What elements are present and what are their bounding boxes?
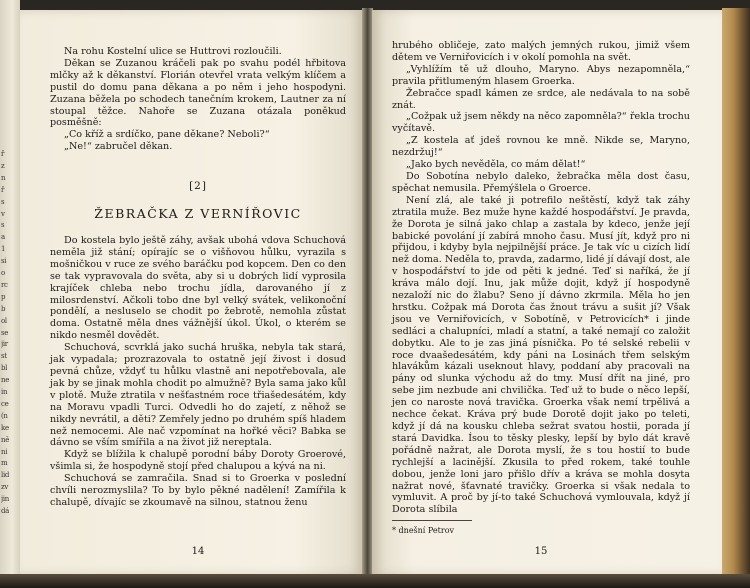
right-page-text (392, 40, 690, 516)
chapter-title: ŽEBRAČKA Z VERNÍŘOVIC (94, 206, 302, 221)
previous-page-edge (0, 0, 20, 588)
paragraph: Schuchová, scvrklá jako suchá hruška, nebyla tak stará, jak vypadala; prozrazovala to ostatně její živost i dosud pevná chůze, vždyť tu hůlku vlastně ani nepotřebovala, ale jak by se jinak mohla chodit po almužně? Byla sama jako kůl v plotě. Muže ztratila v nešťastném roce třiašedesátém, kdy na Moravu vpadli Turci. Odvedli ho do zajetí, z něhož se nikdy nevrátil, a děti? Zemřely jedno po druhém spíš hladem než nemocemi. Ale nač vzpomínat na hořké věci? Babka se dávno se vším smířila a na život již nereptala. (50, 342, 346, 449)
edge-text-fragment: (n (1, 411, 8, 420)
edge-text-fragment: bl (1, 364, 8, 373)
paragraph: Není zlá, ale také ji potrefilo neštěstí, když tak záhy ztratila muže. Bez muže hyne každé hospodářství. Je pravda, že Dorota je silná jako chlap a zastala by kdeco, jenže její babické povolání jí zabírá mnoho času. Musí jít, když pro ni přijdou, i kdyby byla nejpilnější práce. Je tak víc u cizích lidí než doma. Neděla to, pravda, zadarmo, lidé jí dávají dost, ale v hospodářství to jde od pěti k jedné. Teď si naříká, že jí kráva málo dojí. Inu, jak může dojit, když jí hospodyně nezaloží nic do žlabu? Seno jí dávno zkrmila. Měla ho jen hrstku. Cožpak má Dorota čas žnout trávu a sušit jí? Však jsou ve Verniřovicích, v Sobotíně, v Petrovicích* i jinde sedláci a chalupníci, mladí a statní, a také nemají co založit dobytku. Ale to je zas jiná písnička. Po té selské rebelii v roce dvaašedesátém, kdy páni na Losinách třem selským hlavákům kázali useknout hlavy, poddaní aby pracovali na pány od slunka východu až do tmy. Musí dřít na jiné, pro sebe jim nezbude ani chvilička. Teď už to bude o něco lepší, jen co naroste nová travička. Groerka však nemí trpělivá a nechce čekat. Kráva prý bude Dorotě dojit jako po teleti, když jí dá na kousku chleba sežrat svatou hostii, porada jí stará Davidka. Ísou to těsky plesky, lepší by bylo dát kravě pořádně nažrat, ale Dorota myslí, že s tou hostií to bude rychlejší a lacinější. Zkusila to před rokem, také touhle dobou, jenže loni jaro přišlo dřív a kráva se mohla dosyta nažrat nové, šťavnaté travičky. Groerka si však nedala to vymluvit. A proč by jí-to také Schuchová vymlouvala, když jí Dorota slíbila (392, 194, 690, 516)
edge-text-fragment: ř (1, 185, 5, 194)
paragraph: „Jako bych nevěděla, co mám dělat!“ (406, 159, 586, 171)
paragraph: „Vyhlížím tě už dlouho, Maryno. Abys nezapomněla,“ pravila přitlumeným hlasem Groerka. (392, 63, 690, 87)
paragraph: Žebračce spadl kámen ze srdce, ale nedávala to na sobě znát. (392, 87, 690, 111)
chapter-number: [2] (189, 180, 207, 192)
paragraph: Když se blížila k chalupě porodní báby Doroty Groerové, všimla si, že hospodyně stojí před chalupou a kývá na ni. (50, 449, 346, 473)
edge-text-fragment: lid (1, 471, 10, 480)
paragraph: Do Sobotína nebylo daleko, žebračka měla dost času, spěchat nemusila. Přemýšlela o Groerce. (392, 170, 690, 194)
paragraph: „Ne!“ zabručel děkan. (64, 141, 173, 153)
book-cover-edge (722, 8, 750, 580)
paragraph: Na rohu Kostelní ulice se Huttrovi rozloučili. (64, 46, 282, 57)
edge-text-fragment: b (1, 304, 6, 313)
paragraph: Děkan se Zuzanou kráčeli pak po svahu podél hřbitova mlčky až k děkanství. Florián otevřel vrata velkým klíčem a pustil do domu pana děkana a po něm i jeho hospodyni. Zuzana běžela po schodech tanečním krokem, Lautner za ní stoupal těžce. Nahoře se Zuzana otázala poněkud posměšně: (50, 57, 346, 129)
edge-text-fragment: s (1, 221, 5, 230)
paragraph: „Cožpak už jsem někdy na něco zapomněla?“ řekla trochu vyčítavě. (392, 111, 690, 135)
edge-text-fragment: m (1, 459, 8, 468)
left-page-opening-text (50, 46, 346, 153)
left-page-chapter-text (50, 235, 346, 509)
bottom-shadow (0, 574, 750, 588)
edge-text-fragment: ke (1, 423, 9, 432)
edge-text-fragment: st (1, 352, 7, 361)
edge-text-fragment: rc (1, 280, 8, 289)
paragraph: „Z kostela ať jdeš rovnou ke mně. Nikde se, Maryno, nezdržuj!“ (392, 135, 690, 159)
edge-text-fragment: 1 (1, 245, 6, 254)
edge-text-fragment: zv (1, 483, 9, 492)
edge-text-fragment: si (1, 257, 7, 266)
edge-text-fragment: in (1, 388, 8, 396)
footnote-rule (392, 520, 472, 521)
footnote: * dnešní Petrov (392, 526, 455, 535)
edge-text-fragment: jir (1, 340, 8, 349)
edge-text-fragment: n (1, 173, 6, 182)
paragraph: „Co kříž a srdíčko, pane děkane? Neboli?“ (64, 129, 270, 141)
paragraph: hrubého obličeje, zato malých jemných rukou, jimiž všem dětem ve Verniřovicích i v okolí pomohla na svět. (392, 40, 690, 63)
edge-text-fragment: ř (1, 150, 5, 158)
page-number-left: 14 (191, 546, 205, 557)
edge-text-fragment: z (1, 161, 5, 170)
edge-text-fragment: a (1, 233, 5, 242)
edge-text-fragment: dá (1, 507, 10, 515)
left-page (20, 10, 363, 575)
edge-text-fragment: s (1, 197, 5, 206)
edge-text-fragment: ne (1, 376, 10, 385)
edge-text-fragment: ol (1, 316, 7, 325)
edge-text-fragment: jin (1, 495, 10, 504)
paragraph: Schuchová se zamračila. Snad si to Groerka v poslední chvíli nerozmyslila? To by bylo pěkné nadělení! Zamířila k chalupě, dívajíc se zkoumavě na silnou, statnou ženu (50, 473, 346, 508)
paragraph: Do kostela bylo ještě záhy, avšak ubohá vdova Schuchová neměla již stání; opírajíc se o višňovou hůlku, vyrazila s mošničkou v ruce ze svého baráčku pod kopcem. Den co den se tak vypravovala do světa, aby si u dobrých lidí vyprosila krajíček chleba nebo trochu jídla, darovaného jí z milosrdenství. Ačkoli tobo dne byl velký svátek, velikonoční pondělí, a nesluselo se chodit po žebrotě, nemohla zůstat doma. Ostatně měla dnes vážnější úkol. Úkol, o kterém se nikdo nesměl dovědět. (50, 235, 346, 342)
right-page (372, 10, 722, 575)
edge-text-fragment: p (1, 292, 6, 301)
edge-text-fragment: se (1, 328, 9, 337)
edge-text-fragment: v (1, 209, 5, 218)
edge-text-fragment: ně (1, 435, 10, 444)
edge-text-fragment: ce (1, 399, 9, 408)
edge-text-fragment: ni (1, 447, 8, 456)
page-number-right: 15 (534, 546, 548, 557)
edge-text-fragment: o (1, 269, 5, 277)
